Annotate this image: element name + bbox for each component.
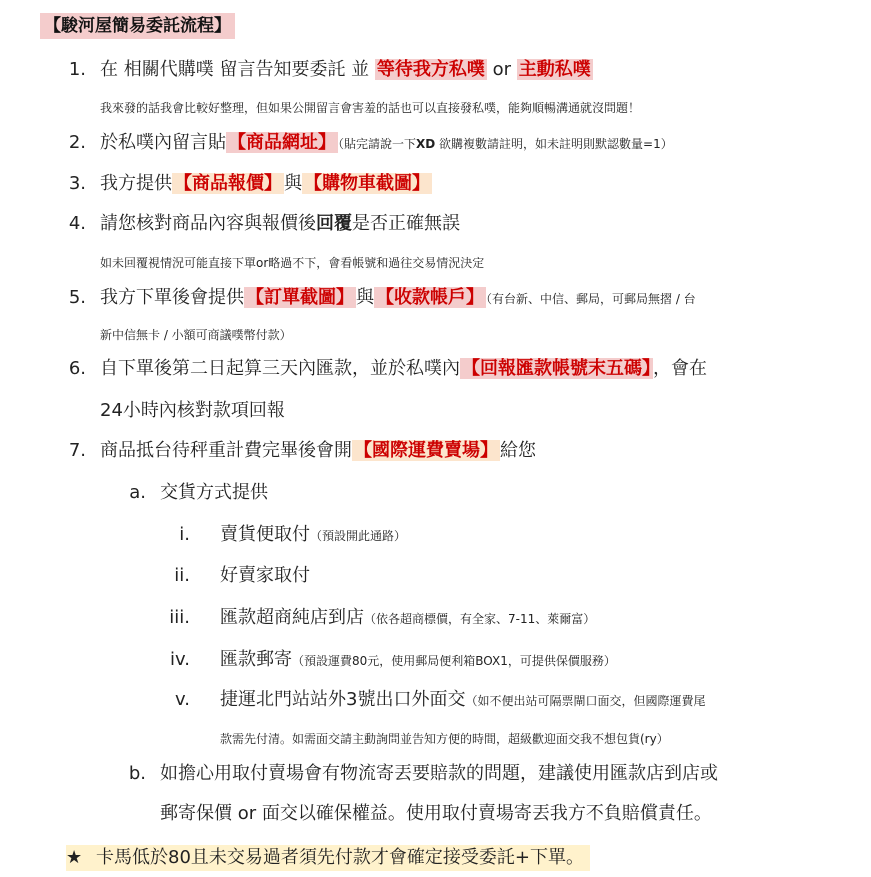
step-number: 3. bbox=[68, 173, 86, 194]
step-3-and: 與 bbox=[284, 173, 302, 194]
step-7-post: 給您 bbox=[500, 440, 536, 461]
step-7a-v-text: 捷運北門站站外3號出口外面交 bbox=[220, 689, 466, 710]
highlight-active-private: 主動私噗 bbox=[518, 59, 591, 80]
step-7 bbox=[100, 438, 536, 464]
highlight-cart-screenshot: 【購物車截圖】 bbox=[304, 173, 430, 194]
step-7a-iv-text: 匯款郵寄 bbox=[220, 649, 292, 670]
step-7a-iv-note: （預設運費80元，使用郵局便利箱BOX1，可提供保價服務） bbox=[292, 654, 616, 668]
step-6-line-2: 24小時內核對款項回報 bbox=[100, 400, 285, 421]
step-7a-v-note: （如不便出站可隔票閘口面交，但國際運費尾 bbox=[465, 694, 706, 708]
step-3 bbox=[100, 171, 432, 197]
step-7a-iii-note: （依各超商標價，有全家、7-11、萊爾富） bbox=[364, 612, 596, 626]
step-1-or: or bbox=[486, 59, 517, 80]
step-7-text: 商品抵台待秤重計費完畢後會開 bbox=[100, 440, 352, 461]
step-7a-iii-text: 匯款超商純店到店 bbox=[220, 607, 364, 628]
step-5 bbox=[100, 285, 696, 311]
step-4 bbox=[100, 211, 460, 237]
step-5-and: 與 bbox=[356, 287, 374, 308]
step-2-note-pre: （貼完請說一下 bbox=[338, 137, 417, 151]
step-4-reply: 回覆 bbox=[316, 213, 352, 234]
step-7b: 如擔心用取付賣場會有物流寄丟要賠款的問題，建議使用匯款店到店或 bbox=[160, 763, 718, 784]
step-7a-i-note: （預設開此通路） bbox=[310, 529, 407, 543]
step-number: 7. bbox=[68, 440, 86, 461]
step-7a-i-text: 賣貨便取付 bbox=[220, 524, 310, 545]
step-4-note: 如未回覆視情況可能直接下單or略過不下，會看帳號和過往交易情況決定 bbox=[100, 256, 485, 270]
step-1-text: 在 相關代購噗 留言告知要委託 並 bbox=[100, 59, 375, 80]
step-7a-iv bbox=[220, 647, 616, 673]
step-7a-v bbox=[220, 687, 705, 713]
step-6-post: ，會在 bbox=[653, 358, 707, 379]
step-5-text: 我方下單後會提供 bbox=[100, 287, 244, 308]
step-3-text: 我方提供 bbox=[100, 173, 172, 194]
highlight-report-account-digits: 【回報匯款帳號末五碼】 bbox=[462, 358, 651, 379]
step-7a-iii bbox=[220, 605, 595, 631]
highlight-quote: 【商品報價】 bbox=[174, 173, 282, 194]
highlight-wait-private: 等待我方私噗 bbox=[376, 59, 485, 80]
page-title: 【駿河屋簡易委託流程】 bbox=[40, 13, 235, 39]
step-7a-i bbox=[220, 522, 406, 548]
step-2-note-post: 欲購複數請註明，如未註明則默認數量=1） bbox=[435, 137, 673, 151]
step-2 bbox=[100, 130, 673, 156]
highlight-intl-shipping-store: 【國際運費賣場】 bbox=[354, 440, 498, 461]
step-number: 2. bbox=[68, 132, 86, 153]
highlight-product-url: 【商品網址】 bbox=[228, 132, 336, 153]
footer-note bbox=[66, 845, 590, 871]
roman-numeral: i. bbox=[179, 524, 190, 545]
step-4-text-post: 是否正確無誤 bbox=[352, 213, 460, 234]
sub-step-letter: a. bbox=[129, 482, 146, 503]
step-7a: 交貨方式提供 bbox=[160, 482, 268, 503]
step-7b-line-2: 郵寄保價 or 面交以確保權益。使用取付賣場寄丟我方不負賠償責任。 bbox=[160, 803, 712, 824]
step-7a-v-note-2: 款需先付清。如需面交請主動詢問並告知方便的時間，超級歡迎面交我不想包貨(ry） bbox=[220, 732, 669, 746]
step-6-text: 自下單後第二日起算三天內匯款，並於私噗內 bbox=[100, 358, 460, 379]
footer-note-text: 卡馬低於80且未交易過者須先付款才會確定接受委託+下單。 bbox=[96, 847, 584, 868]
step-number: 1. bbox=[68, 59, 86, 80]
step-7a-ii: 好賣家取付 bbox=[220, 565, 310, 586]
step-2-note-bold: XD bbox=[416, 137, 436, 151]
roman-numeral: v. bbox=[175, 689, 190, 710]
highlight-payment-account: 【收款帳戶】 bbox=[376, 287, 484, 308]
roman-numeral: iii. bbox=[169, 607, 190, 628]
step-6 bbox=[100, 356, 707, 382]
roman-numeral: ii. bbox=[174, 565, 190, 586]
step-1 bbox=[100, 57, 593, 83]
sub-step-letter: b. bbox=[128, 763, 146, 784]
star-icon: ★ bbox=[66, 847, 83, 868]
roman-numeral: iv. bbox=[170, 649, 190, 670]
step-5-note: （有台新、中信、郵局，可郵局無摺 / 台 bbox=[486, 292, 696, 306]
step-number: 6. bbox=[68, 358, 86, 379]
step-5-note-2: 新中信無卡 / 小額可商議噗幣付款） bbox=[100, 328, 292, 342]
step-1-note: 我來發的話我會比較好整理，但如果公開留言會害羞的話也可以直接發私噗，能夠順暢溝通就沒問題！ bbox=[100, 101, 641, 115]
highlight-order-screenshot: 【訂單截圖】 bbox=[246, 287, 354, 308]
step-2-text: 於私噗內留言貼 bbox=[100, 132, 226, 153]
step-4-text-pre: 請您核對商品內容與報價後 bbox=[100, 213, 316, 234]
step-number: 5. bbox=[68, 287, 86, 308]
step-number: 4. bbox=[68, 213, 86, 234]
